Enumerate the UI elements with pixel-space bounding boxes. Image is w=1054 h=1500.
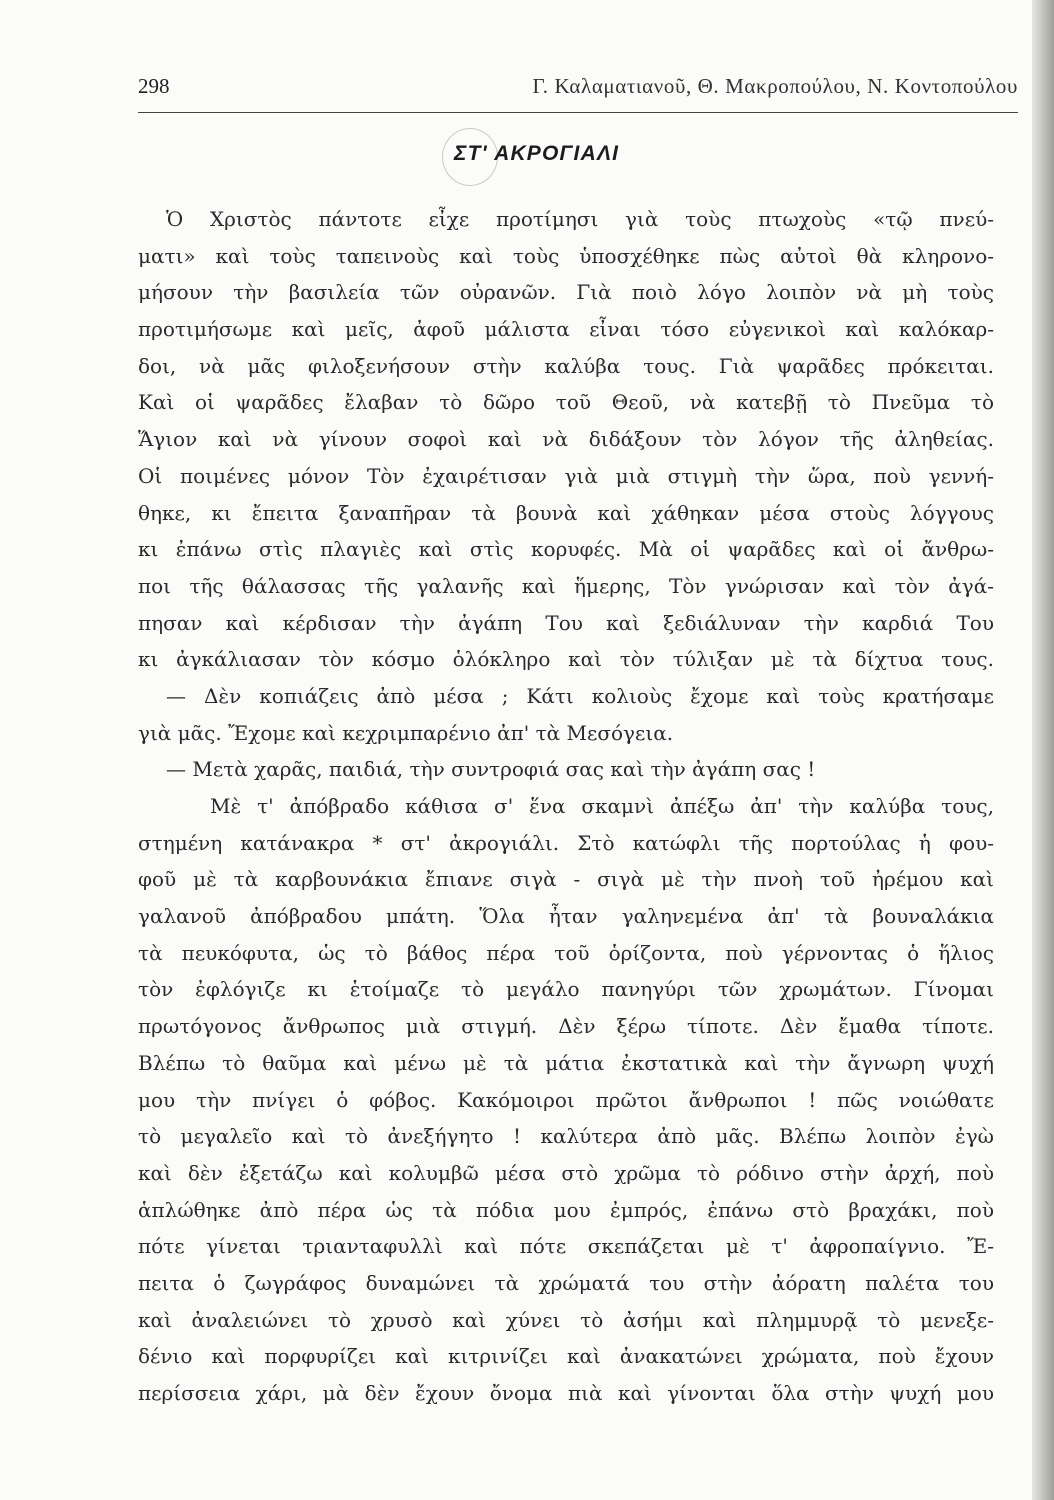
text-line: προτιμήσωμε καὶ μεῖς, ἀφοῦ μάλιστα εἶναι τόσο εὐγενικοὶ καὶ καλόκαρ- [138,317,994,342]
text-line: τὸν ἐφλόγιζε κι ἑτοίμαζε τὸ μεγάλο πανηγύρι τῶν χρωμάτων. Γίνομαι [138,977,994,1002]
text-line: Καὶ οἱ ψαρᾶδες ἔλαβαν τὸ δῶρο τοῦ Θεοῦ, νὰ κατεβῇ τὸ Πνεῦμα τὸ [138,390,994,415]
text-line: τὰ πευκόφυτα, ὡς τὸ βάθος πέρα τοῦ ὁρίζοντα, ποὺ γέρνοντας ὁ ἥλιος [138,940,994,965]
text-line: μου τὴν πνίγει ὁ φόβος. Κακόμοιροι πρῶτοι ἄνθρωποι ! πῶς νοιώθατε [138,1087,994,1112]
text-line: τὸ μεγαλεῖο καὶ τὸ ἀνεξήγητο ! καλύτερα ἀπὸ μᾶς. Βλέπω λοιπὸν ἐγὼ [138,1124,994,1149]
text-line: — Δὲν κοπιάζεις ἀπὸ μέσα ; Κάτι κολιοὺς ἔχομε καὶ τοὺς κρατήσαμε [166,683,994,708]
text-line: — Μετὰ χαρᾶς, παιδιά, τὴν συντροφιά σας καὶ τὴν ἀγάπη σας ! [166,757,816,782]
page-number: 298 [138,74,170,98]
text-line: περίσσεια χάρι, μὰ δὲν ἔχουν ὄνομα πιὰ καὶ γίνονται ὅλα στὴν ψυχή μου [138,1381,994,1405]
body-text [138,201,994,1412]
text-line: Μὲ τ' ἀπόβραδο κάθισα σ' ἕνα σκαμνὶ ἀπέξω ἀπ' τὴν καλύβα τους, [210,794,994,818]
running-head-authors: Γ. Καλαματιανοῦ, Θ. Μακροπούλου, Ν. Κοντοπούλου [532,74,1018,98]
page-edge-shadow [1032,0,1054,1500]
text-line: φοῦ μὲ τὰ καρβουνάκια ἔπιανε σιγὰ - σιγὰ μὲ τὴν πνοὴ τοῦ ἠρέμου καὶ [138,867,994,892]
text-line: πειτα ὁ ζωγράφος δυναμώνει τὰ χρώματά του στὴν ἀόρατη παλέτα του [138,1270,994,1295]
text-line: στημένη κατάνακρα * στ' ἀκρογιάλι. Στὸ κατώφλι τῆς πορτούλας ἡ φου- [138,830,994,855]
header-rule [138,112,1018,113]
text-line: Ὁ Χριστὸς πάντοτε εἶχε προτίμησι γιὰ τοὺς πτωχοὺς «τῷ πνεύ- [166,207,994,231]
text-line: δοι, νὰ μᾶς φιλοξενήσουν στὴν καλύβα τους. Γιὰ ψαρᾶδες πρόκειται. [138,353,994,378]
section-title: ΣΤ' ΑΚΡΟΓΙΑΛΙ [454,142,620,165]
text-line: ποι τῆς θάλασσας τῆς γαλανῆς καὶ ἥμερης, Τὸν γνώρισαν καὶ τὸν ἀγά- [138,573,994,598]
text-line: πότε γίνεται τριανταφυλλὶ καὶ πότε σκεπάζεται μὲ τ' ἀφροπαίγνιο. Ἔ- [138,1234,994,1259]
text-line: θηκε, κι ἔπειτα ξαναπῆραν τὰ βουνὰ καὶ χάθηκαν μέσα στοὺς λόγγους [138,500,994,525]
text-line: πησαν καὶ κέρδισαν τὴν ἀγάπη Του καὶ ξεδιάλυναν τὴν καρδιά Του [138,610,994,635]
text-line: γιὰ μᾶς. Ἔχομε καὶ κεχριμπαρένιο ἀπ' τὰ Μεσόγεια. [138,720,674,745]
text-line: Βλέπω τὸ θαῦμα καὶ μένω μὲ τὰ μάτια ἐκστατικὰ καὶ τὴν ἄγνωρη ψυχή [138,1050,994,1075]
text-line: ματι» καὶ τοὺς ταπεινοὺς καὶ τοὺς ὑποσχέθηκε πὼς αὐτοὶ θὰ κληρονο- [138,243,994,268]
text-line: γαλανοῦ ἀπόβραδου μπάτη. Ὅλα ἦταν γαληνεμένα ἀπ' τὰ βουναλάκια [138,904,994,929]
text-line: κι ἀγκάλιασαν τὸν κόσμο ὁλόκληρο καὶ τὸν τύλιξαν μὲ τὰ δίχτυα τους. [138,647,994,672]
section-title-block [440,128,760,184]
text-line: Ἅγιον καὶ νὰ γίνουν σοφοὶ καὶ νὰ διδάξουν τὸν λόγον τῆς ἀληθείας. [138,427,994,452]
text-line: πρωτόγονος ἄνθρωπος μιὰ στιγμή. Δὲν ξέρω τίποτε. Δὲν ἔμαθα τίποτε. [138,1014,994,1039]
text-line: καὶ ἀναλειώνει τὸ χρυσὸ καὶ χύνει τὸ ἀσήμι καὶ πλημμυρᾷ τὸ μενεξε- [138,1307,994,1332]
text-line: ἁπλώθηκε ἀπὸ πέρα ὡς τὰ πόδια μου ἐμπρός, ἐπάνω στὸ βραχάκι, ποὺ [138,1197,994,1222]
text-line: Οἱ ποιμένες μόνον Τὸν ἐχαιρέτισαν γιὰ μιὰ στιγμὴ τὴν ὥρα, ποὺ γεννή- [138,463,994,488]
text-line: δένιο καὶ πορφυρίζει καὶ κιτρινίζει καὶ ἀνακατώνει χρώματα, ποὺ ἔχουν [138,1344,994,1369]
text-line: καὶ δὲν ἐξετάζω καὶ κολυμβῶ μέσα στὸ χρῶμα τὸ ρόδινο στὴν ἀρχή, ποὺ [138,1160,994,1185]
text-line: μήσουν τὴν βασιλεία τῶν οὐρανῶν. Γιὰ ποιὸ λόγο λοιπὸν νὰ μὴ τοὺς [138,280,994,305]
page-header [138,72,1018,106]
text-line: κι ἐπάνω στὶς πλαγιὲς καὶ στὶς κορυφές. Μὰ οἱ ψαρᾶδες καὶ οἱ ἄνθρω- [138,537,994,562]
